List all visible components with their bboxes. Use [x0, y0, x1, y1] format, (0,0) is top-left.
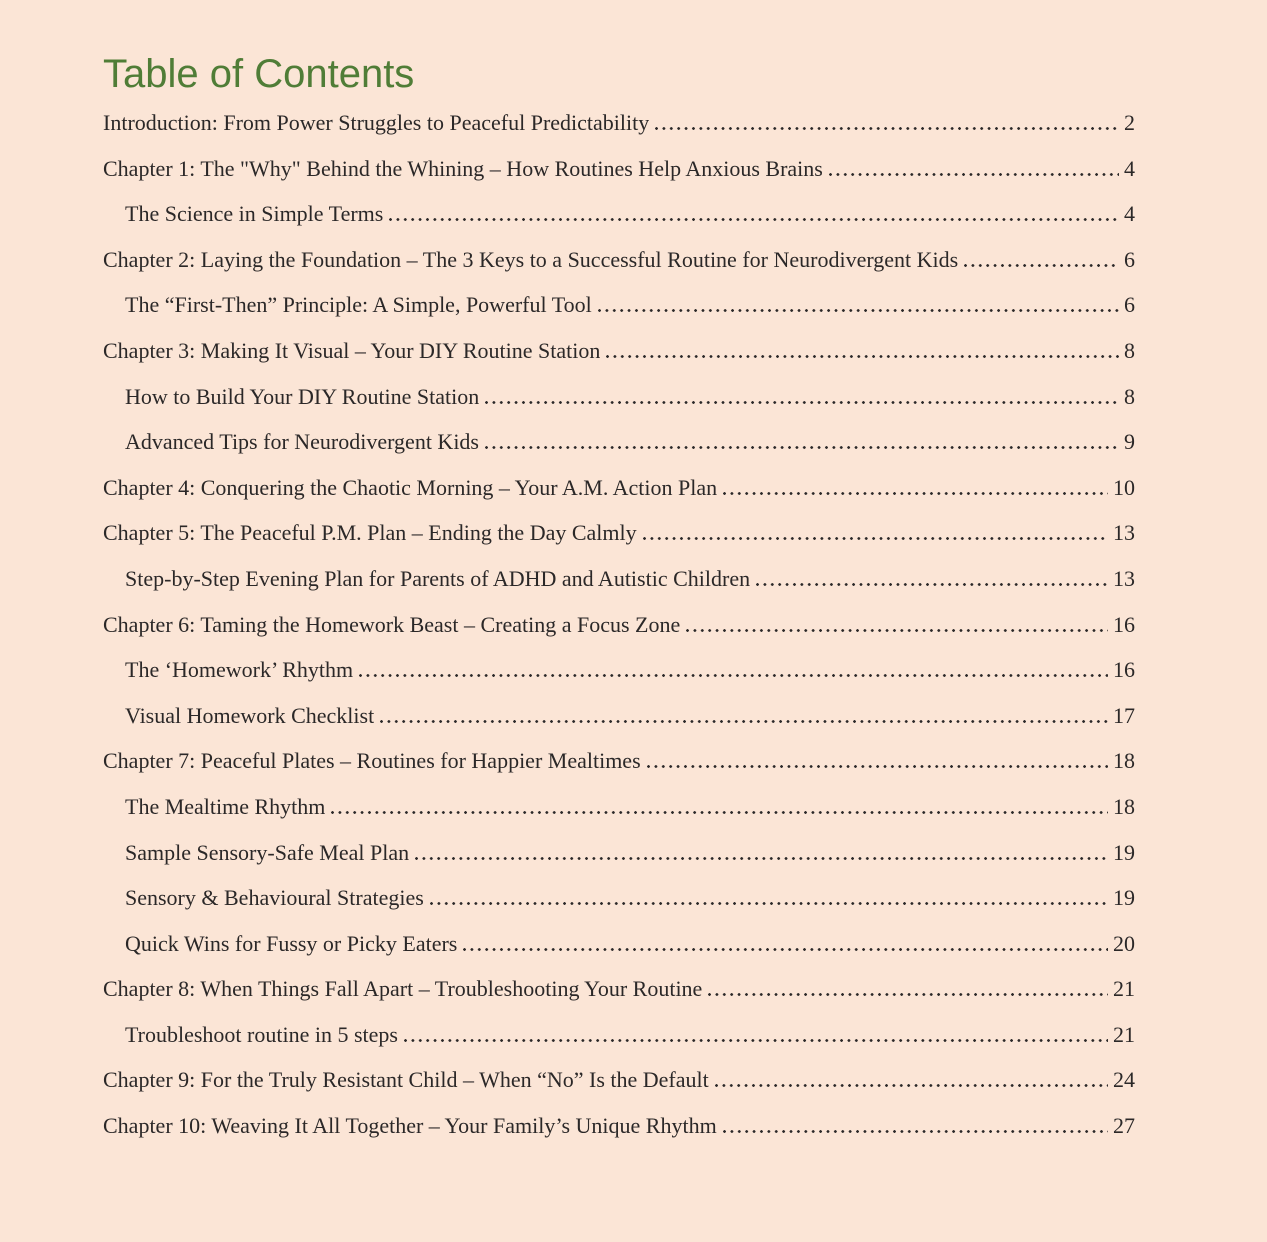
dot-leader — [415, 857, 1108, 860]
dot-leader — [331, 811, 1108, 814]
toc-entry[interactable] — [103, 146, 1135, 192]
dot-leader — [598, 309, 1119, 312]
toc-entry-page: 13 — [1113, 565, 1135, 591]
toc-entry[interactable] — [103, 556, 1135, 602]
dot-leader — [485, 401, 1119, 404]
dot-leader — [647, 765, 1108, 768]
toc-entry-page: 18 — [1113, 748, 1135, 774]
toc-entry-label: Chapter 3: Making It Visual – Your DIY Routine Station — [103, 337, 601, 363]
toc-entry-label: The ‘Homework’ Rhythm — [125, 657, 354, 683]
toc-entry-label: Chapter 6: Taming the Homework Beast – Creating a Focus Zone — [103, 611, 681, 637]
toc-entry[interactable] — [103, 465, 1135, 511]
dot-leader — [359, 674, 1108, 677]
toc-entry[interactable] — [103, 1103, 1135, 1149]
dot-leader — [723, 492, 1108, 495]
toc-entry-label: Advanced Tips for Neurodivergent Kids — [125, 429, 479, 455]
toc-entry[interactable] — [103, 1057, 1135, 1103]
dot-leader — [430, 902, 1108, 905]
toc-entry[interactable] — [103, 237, 1135, 283]
toc-entry-page: 8 — [1124, 337, 1135, 363]
dot-leader — [485, 446, 1119, 449]
toc-entry-page: 6 — [1124, 292, 1135, 318]
dot-leader — [829, 173, 1119, 176]
toc-entry[interactable] — [103, 830, 1135, 876]
toc-entry-label: Chapter 1: The "Why" Behind the Whining – How Routines Help Anxious Brains — [103, 155, 823, 181]
dot-leader — [715, 1084, 1108, 1087]
toc-entry-page: 10 — [1113, 474, 1135, 500]
toc-entry-page: 27 — [1113, 1113, 1135, 1139]
toc-entry-page: 8 — [1124, 383, 1135, 409]
dot-leader — [404, 1039, 1108, 1042]
dot-leader — [655, 127, 1119, 130]
toc-entry[interactable] — [103, 282, 1135, 328]
toc-entry-page: 16 — [1113, 657, 1135, 683]
toc-entry-page: 19 — [1113, 839, 1135, 865]
toc-entry-label: Chapter 9: For the Truly Resistant Child – When “No” Is the Default — [103, 1067, 709, 1093]
toc-entry-page: 21 — [1113, 976, 1135, 1002]
toc-entry-page: 6 — [1124, 246, 1135, 272]
toc-entry-page: 21 — [1113, 1021, 1135, 1047]
toc-entry-page: 4 — [1124, 155, 1135, 181]
dot-leader — [708, 993, 1108, 996]
toc-entry[interactable] — [103, 1012, 1135, 1058]
toc-entry[interactable] — [103, 191, 1135, 237]
toc-entry[interactable] — [103, 966, 1135, 1012]
toc-entry[interactable] — [103, 100, 1135, 146]
page-title: Table of Contents — [103, 52, 415, 96]
toc-entry-page: 17 — [1113, 702, 1135, 728]
toc-entry-label: Chapter 8: When Things Fall Apart – Troubleshooting Your Routine — [103, 976, 703, 1002]
toc-entry[interactable] — [103, 419, 1135, 465]
dot-leader — [389, 218, 1119, 221]
dot-leader — [463, 948, 1108, 951]
toc-entry[interactable] — [103, 784, 1135, 830]
dot-leader — [723, 1130, 1108, 1133]
toc-entry-label: Chapter 2: Laying the Foundation – The 3 Keys to a Successful Routine for Neurodivergent Kids — [103, 246, 959, 272]
toc-entry[interactable] — [103, 647, 1135, 693]
toc-entry-label: Quick Wins for Fussy or Picky Eaters — [125, 930, 458, 956]
toc-entry-label: How to Build Your DIY Routine Station — [125, 383, 480, 409]
toc-entry-label: Sample Sensory-Safe Meal Plan — [125, 839, 410, 865]
toc-entry[interactable] — [103, 374, 1135, 420]
toc-entry[interactable] — [103, 693, 1135, 739]
toc-list — [103, 100, 1135, 1149]
toc-entry-label: Step-by-Step Evening Plan for Parents of ADHD and Autistic Children — [125, 565, 751, 591]
toc-entry[interactable] — [103, 921, 1135, 967]
dot-leader — [380, 720, 1108, 723]
toc-entry-page: 20 — [1113, 930, 1135, 956]
toc-entry[interactable] — [103, 875, 1135, 921]
toc-entry-label: Chapter 10: Weaving It All Together – Your Family’s Unique Rhythm — [103, 1113, 717, 1139]
toc-entry-page: 9 — [1124, 429, 1135, 455]
dot-leader — [606, 355, 1119, 358]
toc-entry-page: 19 — [1113, 885, 1135, 911]
toc-entry-label: Chapter 7: Peaceful Plates – Routines for Happier Mealtimes — [103, 748, 641, 774]
toc-entry-label: Visual Homework Checklist — [125, 702, 375, 728]
dot-leader — [756, 583, 1108, 586]
toc-entry-label: Sensory & Behavioural Strategies — [125, 885, 424, 911]
toc-entry-page: 18 — [1113, 793, 1135, 819]
toc-entry-page: 4 — [1124, 201, 1135, 227]
toc-entry-page: 16 — [1113, 611, 1135, 637]
toc-entry[interactable] — [103, 328, 1135, 374]
dot-leader — [686, 629, 1108, 632]
toc-entry[interactable] — [103, 602, 1135, 648]
toc-entry-page: 24 — [1113, 1067, 1135, 1093]
toc-entry-label: Introduction: From Power Struggles to Peaceful Predictability — [103, 110, 650, 135]
toc-entry[interactable] — [103, 738, 1135, 784]
toc-entry-page: 2 — [1124, 110, 1135, 135]
toc-entry-label: The Mealtime Rhythm — [125, 793, 326, 819]
toc-entry-page: 13 — [1113, 520, 1135, 546]
toc-entry[interactable] — [103, 510, 1135, 556]
toc-entry-label: Chapter 5: The Peaceful P.M. Plan – Ending the Day Calmly — [103, 520, 637, 546]
toc-entry-label: Chapter 4: Conquering the Chaotic Morning – Your A.M. Action Plan — [103, 474, 718, 500]
toc-entry-label: The “First-Then” Principle: A Simple, Powerful Tool — [125, 292, 592, 318]
dot-leader — [964, 264, 1119, 267]
dot-leader — [643, 537, 1108, 540]
toc-entry-label: Troubleshoot routine in 5 steps — [125, 1021, 398, 1047]
toc-entry-label: The Science in Simple Terms — [125, 201, 384, 227]
